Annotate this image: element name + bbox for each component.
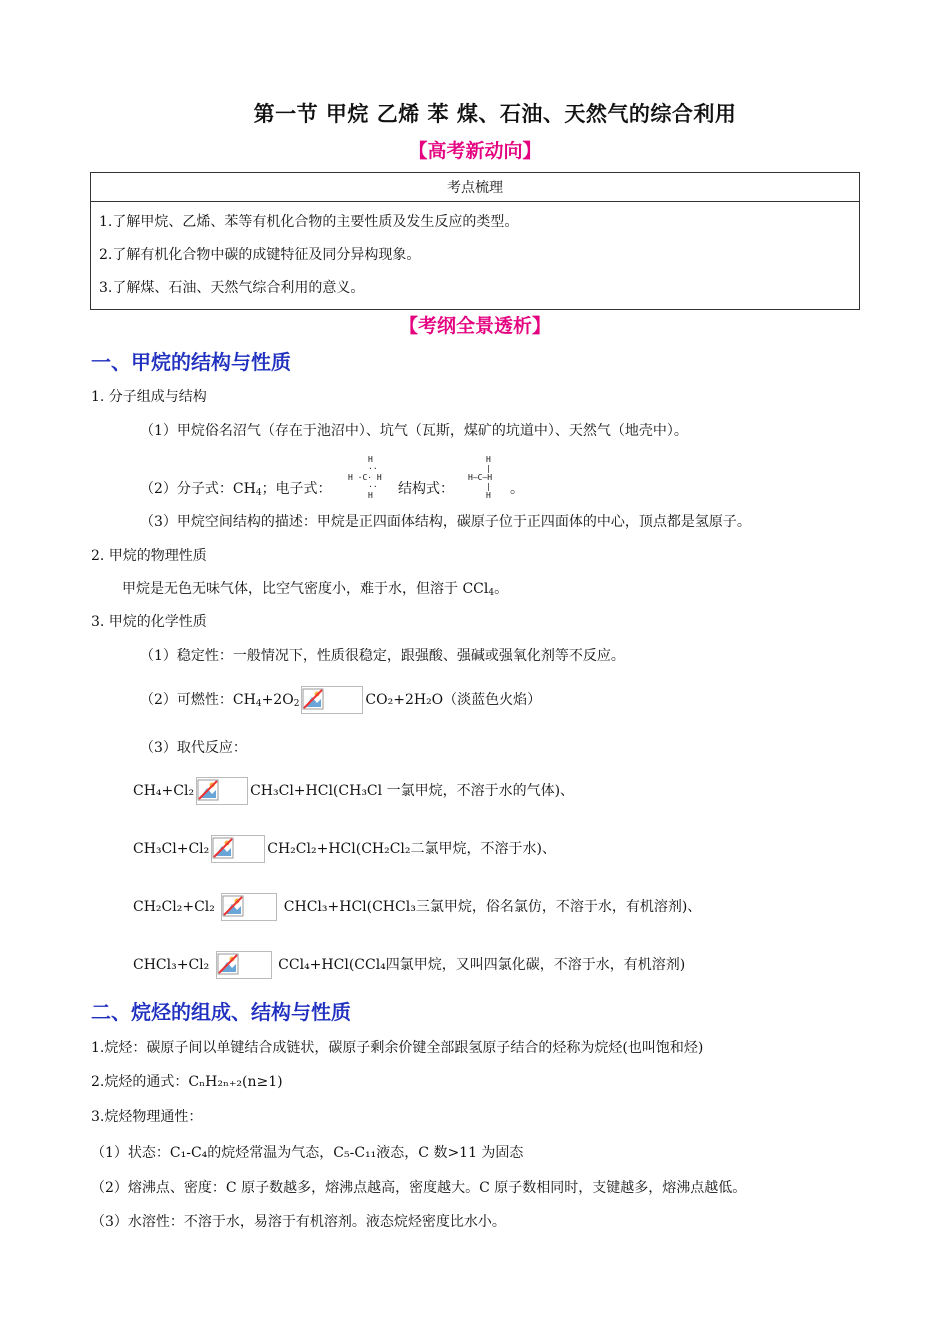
broken-image-icon <box>216 951 272 979</box>
table-header: 考点梳理 <box>91 173 860 202</box>
paragraph: 3.烷烃物理通性： <box>91 1109 203 1125</box>
section-heading-alkanes: 二、烷烃的组成、结构与性质 <box>91 1000 351 1024</box>
paragraph: （2）熔沸点、密度：C 原子数越多，熔沸点越高，密度越大。C 原子数相同时，支键越多，熔沸点越低。 <box>91 1180 747 1196</box>
subheading-composition: 1. 分子组成与结构 <box>91 389 207 405</box>
reaction-4: CHCl₃+Cl₂ CCl₄+HCl(CCl₄四氯甲烷，又叫四氯化碳，不溶于水，有机溶剂) <box>133 951 685 979</box>
punctuation: 。 <box>510 481 524 497</box>
page-title: 第一节 甲烷 乙烯 苯 煤、石油、天然气的综合利用 <box>253 101 737 126</box>
paragraph: （1）甲烷俗名沼气（存在于池沼中）、坑气（瓦斯，煤矿的坑道中）、天然气（地壳中）。 <box>140 423 688 439</box>
table-row: 1.了解甲烷、乙烯、苯等有机化合物的主要性质及发生反应的类型。 <box>99 214 519 230</box>
paragraph: 甲烷是无色无味气体，比空气密度小，难于水，但溶于 CCl$_4$。 <box>122 581 509 598</box>
paragraph: （1）状态：C₁-C₄的烷烃常温为气态，C₅-C₁₁液态，C 数>11 为固态 <box>91 1145 524 1161</box>
section-heading-methane: 一、甲烷的结构与性质 <box>91 350 291 374</box>
paragraph: 1.烷烃：碳原子间以单键结合成链状，碳原子剩余价键全部跟氢原子结合的烃称为烷烃(也叫饱和烃) <box>91 1040 704 1056</box>
broken-image-icon <box>221 893 277 921</box>
combustion-equation: （2）可燃性：$CH_4+2O_2$ CO₂+2H₂O（淡蓝色火焰） <box>140 686 541 714</box>
section-overview-heading: 【考纲全景透析】 <box>398 315 551 337</box>
table-body <box>91 202 860 310</box>
key-points-table <box>90 172 860 310</box>
paragraph-formula: （2）分子式：$CH_4$；电子式： <box>140 481 332 498</box>
paragraph: （3）甲烷空间结构的描述：甲烷是正四面体结构，碳原子位于正四面体的中心，顶点都是氢原子。 <box>140 514 751 530</box>
electron-formula-image: H ·· H ·C· H ·· H <box>348 455 382 500</box>
reaction-1: CH₄+Cl₂ CH₃Cl+HCl(CH₃Cl 一氯甲烷，不溶于水的气体)、 <box>133 777 574 805</box>
paragraph: （1）稳定性：一般情况下，性质很稳定，跟强酸、强碱或强氧化剂等不反应。 <box>140 648 625 664</box>
broken-image-icon <box>211 835 265 863</box>
section-trend-heading: 【高考新动向】 <box>408 140 542 162</box>
reaction-2: CH₃Cl+Cl₂ CH₂Cl₂+HCl(CH₂Cl₂二氯甲烷，不溶于水)、 <box>133 835 556 863</box>
subheading-physical: 2. 甲烷的物理性质 <box>91 548 207 564</box>
reaction-3: CH₂Cl₂+Cl₂ CHCl₃+HCl(CHCl₃三氯甲烷，俗名氯仿，不溶于水，有机溶剂)、 <box>133 893 701 921</box>
table-row: 3.了解煤、石油、天然气综合利用的意义。 <box>99 280 365 296</box>
paragraph: （3）水溶性：不溶于水，易溶于有机溶剂。液态烷烃密度比水小。 <box>91 1214 506 1230</box>
structural-formula-image: H | H—C—H | H <box>468 455 493 500</box>
subheading-chemical: 3. 甲烷的化学性质 <box>91 614 207 630</box>
paragraph: 2.烷烃的通式：CₙH₂ₙ₊₂(n≥1) <box>91 1074 283 1090</box>
paragraph: （3）取代反应： <box>140 740 247 756</box>
table-row: 2.了解有机化合物中碳的成键特征及同分异构现象。 <box>99 247 421 263</box>
broken-image-icon <box>301 686 363 714</box>
structural-label: 结构式： <box>398 481 454 497</box>
broken-image-icon <box>196 777 248 805</box>
